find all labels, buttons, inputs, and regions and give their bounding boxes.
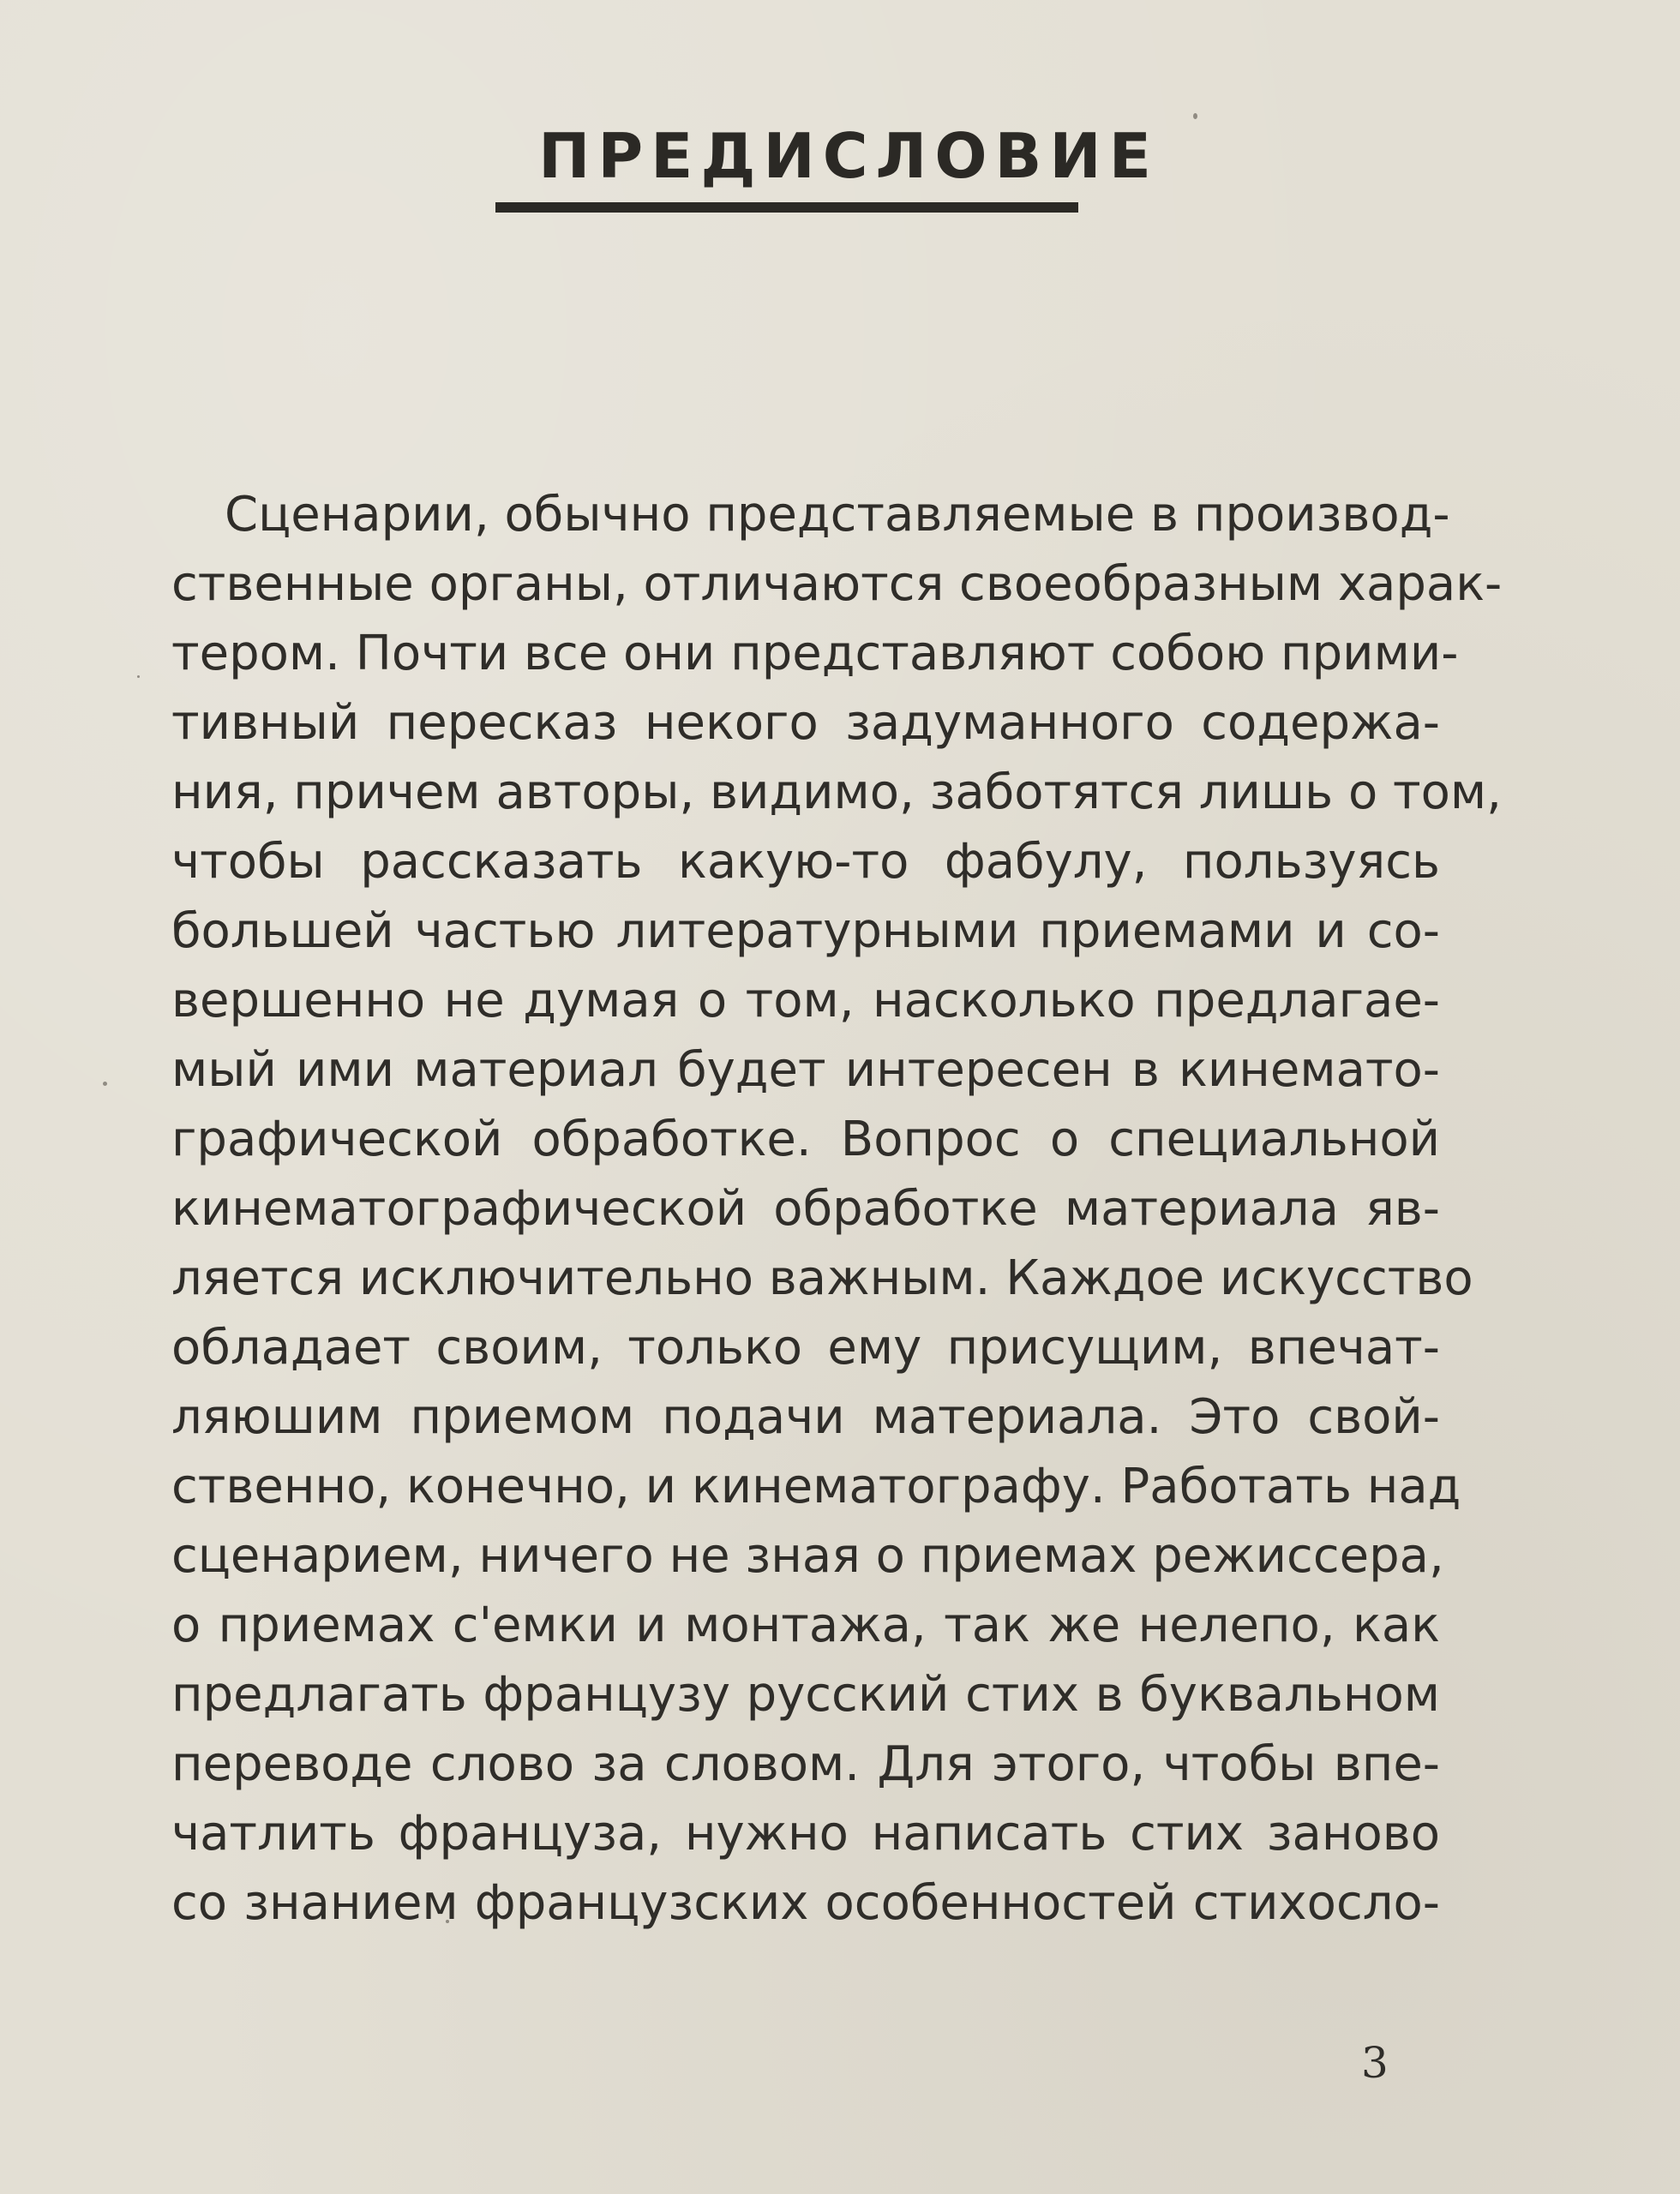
text-line: мый ими материал будет интересен в кинемато- (171, 1042, 1440, 1098)
text-line: большей частью литературными приемами и со- (171, 903, 1440, 959)
text-line: чтобы рассказать какую-то фабулу, пользуясь (171, 834, 1440, 890)
text-line: ния, причем авторы, видимо, заботятся лишь о том, (171, 764, 1502, 820)
text-line: чатлить француза, нужно написать стих заново (171, 1806, 1440, 1861)
paper-speck (137, 675, 140, 678)
paper-speck (103, 1082, 107, 1086)
text-line: тером. Почти все они представляют собою прими- (171, 626, 1459, 681)
text-line: обладает своим, только ему присущим, впечат- (171, 1320, 1440, 1376)
text-line: о приемах с'емки и монтажа, так же нелепо, как (171, 1598, 1440, 1653)
text-line: ляется исключительно важным. Каждое искусство (171, 1250, 1473, 1306)
text-line: графической обработке. Вопрос о специальной (171, 1112, 1440, 1167)
text-line: ственные органы, отличаются своеобразным харак- (171, 556, 1503, 612)
paper-speck (1193, 113, 1197, 119)
text-line: ственно, конечно, и кинематографу. Работать над (171, 1459, 1461, 1514)
page-number: 3 (1361, 2038, 1389, 2088)
page-title: ПРЕДИСЛОВИЕ (538, 120, 1159, 192)
heading-container (0, 120, 1680, 192)
text-line: кинематографической обработке материала яв- (171, 1181, 1440, 1237)
text-line: вершенно не думая о том, насколько предлагае- (171, 973, 1440, 1028)
text-line: тивный пересказ некого задуманного содержа- (171, 695, 1440, 751)
text-line: Сценарии, обычно представляемые в производ- (225, 487, 1450, 543)
text-line: сценарием, ничего не зная о приемах режиссера, (171, 1528, 1444, 1584)
text-line: ляюшим приемом подачи материала. Это свой- (171, 1389, 1440, 1445)
text-line: переводе слово за словом. Для этого, чтобы впе- (171, 1736, 1440, 1792)
body-paragraph (171, 480, 1503, 1938)
heading-underline (495, 202, 1078, 213)
text-line: со знанием французских особенностей стихосло- (171, 1875, 1440, 1931)
text-line: предлагать французу русский стих в буквальном (171, 1667, 1440, 1723)
